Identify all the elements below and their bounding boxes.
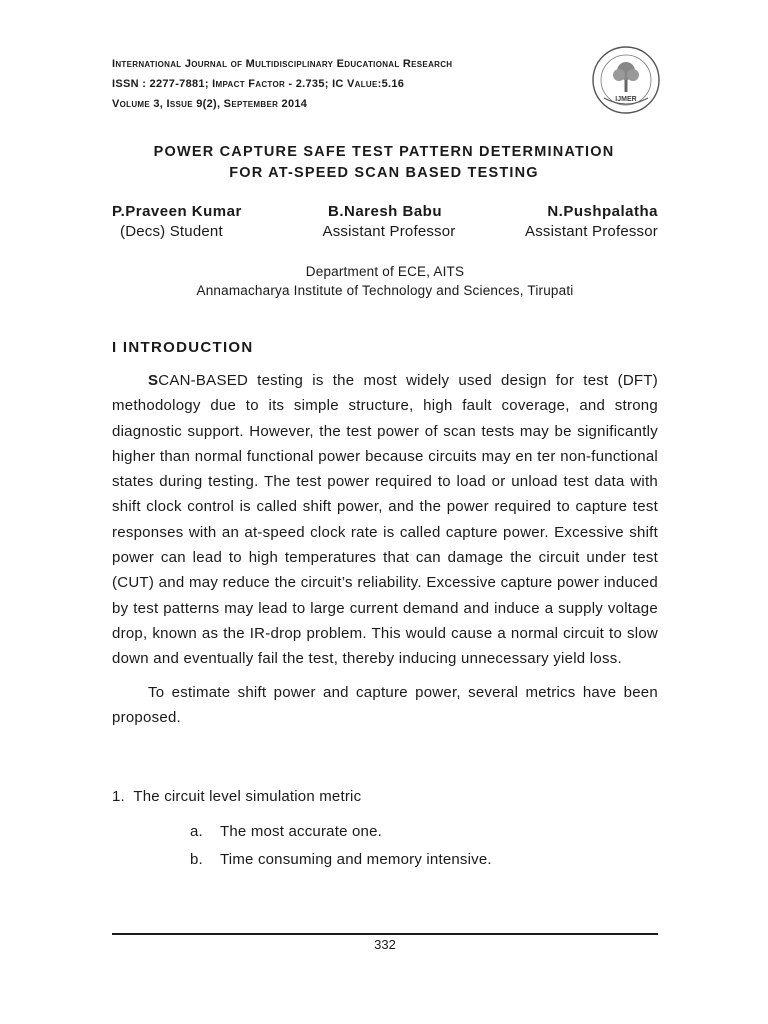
paragraph-1-text: CAN-BASED testing is the most widely used design for test (DFT) methodology due to its simple structure, high fault coverage, and strong diagnostic support. However, the test power of scan tests may be significantly higher than normal functional power because circuits may en ter non-functional states during testing. The test power required to load or unload test data with shift clock control is called shift power, and the power required to capture test responses with an at-speed clock rate is called capture power. Excessive shift power can lead to high temperatures that can damage the circuit under test (CUT) and may reduce the circuit’s reliability. Excessive capture power induced by test patterns may lead to large current demand and induce a supply voltage drop, known as the IR-drop problem. This would cause a normal circuit to slow down and eventually fail the test, thereby inducing unnecessary yield loss. (112, 372, 658, 668)
journal-logo-seal (590, 44, 662, 116)
logo-text: IJMER (615, 96, 637, 103)
sub-list-text: Time consuming and memory intensive. (220, 851, 492, 868)
author-role: Assistant Professor (322, 223, 456, 240)
journal-header (112, 54, 532, 114)
sub-list-marker: b. (190, 851, 203, 868)
journal-name: International Journal of Multidisciplinary Educational Research (112, 58, 453, 70)
sub-list-marker: a. (190, 823, 203, 840)
title-line-1: POWER CAPTURE SAFE TEST PATTERN DETERMINATION (153, 144, 615, 160)
author-roles (112, 222, 658, 242)
sub-list (190, 818, 492, 874)
author-name: B.Naresh Babu (327, 203, 443, 220)
list-item: 1. The circuit level simulation metric (112, 788, 362, 805)
body-text (112, 368, 658, 730)
page-number: 332 (374, 937, 396, 952)
paper-title (90, 142, 678, 184)
paragraph-2: To estimate shift power and capture power, several metrics have been proposed. (112, 683, 658, 726)
author-name: N.Pushpalatha (547, 203, 658, 220)
journal-volume: Volume 3, Issue 9(2), September 2014 (112, 98, 308, 110)
author-block (112, 202, 658, 242)
author-name: P.Praveen Kumar (112, 203, 242, 220)
author-role: (Decs) Student (120, 223, 223, 240)
sub-list-text: The most accurate one. (220, 823, 382, 840)
paragraph-1 (112, 368, 658, 672)
lead-letter: S (148, 372, 159, 389)
journal-issn: ISSN : 2277-7881; Impact Factor - 2.735; IC Value:5.16 (112, 78, 405, 90)
affiliation (112, 262, 658, 300)
sub-list-item (190, 818, 492, 846)
title-line-2: FOR AT-SPEED SCAN BASED TESTING (229, 165, 539, 181)
author-role: Assistant Professor (524, 223, 658, 240)
footer-divider (112, 933, 658, 935)
author-names (112, 202, 658, 222)
institute: Annamacharya Institute of Technology and Sciences, Tirupati (196, 283, 574, 298)
department: Department of ECE, AITS (305, 264, 465, 279)
sub-list-item (190, 846, 492, 874)
section-heading: I INTRODUCTION (112, 339, 254, 356)
